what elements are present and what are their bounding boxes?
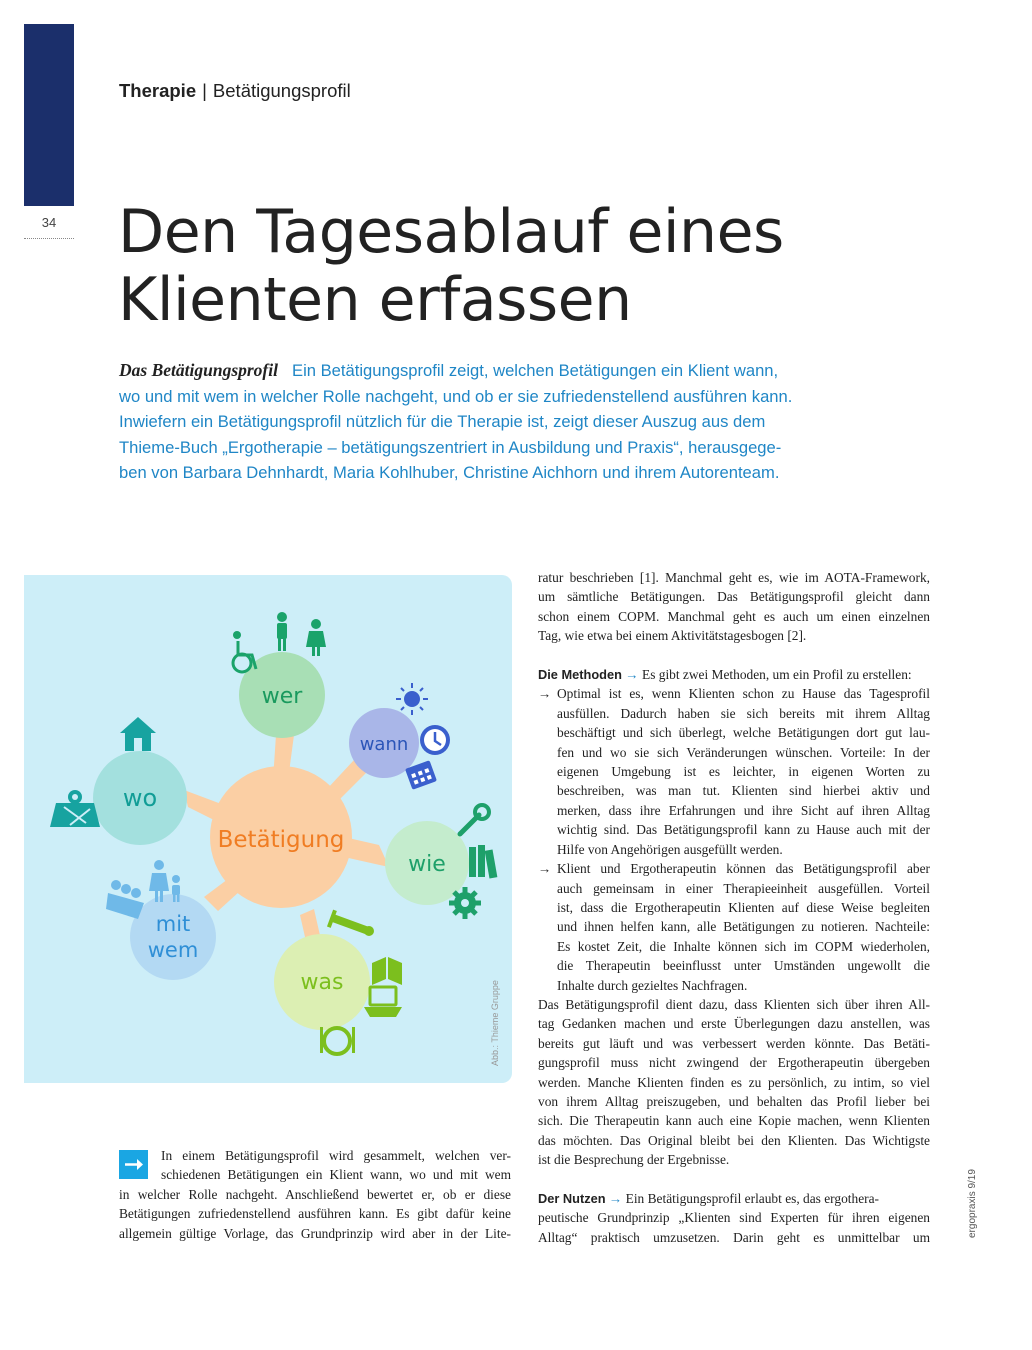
text-line: gungsprofil muss nicht zwingend der Ergotherapeutin übergeben: [538, 1055, 930, 1071]
text-line: ist die Besprechung der Ergebnisse.: [538, 1152, 730, 1168]
books-icon: [469, 845, 497, 878]
text-line: wichtig sind. Das Betätigungsprofil kann zu Hause auch mit der: [557, 822, 930, 838]
page-number: 34: [41, 215, 57, 230]
heading-arrow-icon: →: [625, 667, 639, 683]
text-line: Optimal ist es, wenn Klienten schon zu Hause das Tagesprofil: [557, 686, 930, 702]
lead-line-text: Ein Betätigungsprofil zeigt, welchen Betätigungen ein Klient wann,: [292, 361, 779, 380]
text-line: von ihrem Alltag preiszugeben, und behalten das Profil lieber bei: [538, 1093, 930, 1109]
laptop-icon: [364, 987, 402, 1017]
bed-icon: [327, 910, 374, 936]
lead-line: Thieme-Buch „Ergotherapie – betätigungszentriert in Ausbildung und Praxis“, herausgege-: [119, 437, 782, 457]
occupation-profile-figure: [24, 575, 512, 1083]
text-line: Alltag“ praktisch umzusetzen. Darin geht es unmittelbar um: [538, 1229, 930, 1245]
lead-line: [119, 358, 839, 384]
blank-line: [538, 646, 930, 665]
lead-line: ben von Barbara Dehnhardt, Maria Kohlhuber, Christine Aichhorn und ihrem Autorenteam.: [119, 463, 780, 482]
section-color-bar: [24, 24, 74, 206]
title-line-2: Klienten erfassen: [118, 265, 632, 335]
bullet-item-1: [538, 684, 930, 859]
text-line: Es kostet Zeit, die Inhalte können sich im COPM wiederholen,: [557, 938, 930, 954]
node-wem-label: wem: [147, 938, 199, 962]
bullet-arrow-icon: →: [538, 686, 552, 702]
text-line: das möchten. Das Original bleibt bei den Klienten. Das Wichtigste: [538, 1132, 930, 1148]
header-topic: Betätigungsprofil: [212, 80, 351, 101]
text-line: ist, dass die Ergotherapeutin Klienten auf diese Weise begleiten: [557, 899, 930, 915]
text-line: die Therapeutin beeinflusst unter Umständen ungewollt die: [557, 958, 930, 974]
nutzen-heading: Der Nutzen: [538, 1191, 606, 1206]
text-line: Betätigungen zufriedenstellend ausführen kann. Es gibt dafür keine: [119, 1206, 511, 1222]
node-wer-label: wer: [261, 684, 303, 709]
node-wie-label: wie: [408, 852, 446, 877]
journal-side-label: ergopraxis 9/19: [967, 1169, 978, 1238]
text-line: beschäftigt und sich überlegt, welche Betätigungen dort gut lau-: [557, 725, 930, 741]
figure-graphic: [24, 575, 512, 1083]
methods-line: [538, 665, 930, 684]
blank-line: [538, 1170, 930, 1189]
text-line: Klient und Ergotherapeutin können das Betätigungsprofil aber: [557, 861, 930, 877]
text-line: allgemein gültige Vorlage, das Grundprinzip wird aber in der Lite-: [119, 1225, 511, 1241]
running-header: [119, 80, 351, 102]
node-wann-label: wann: [359, 734, 409, 755]
text-line: und ihnen helfen kann, alle Betätigungen zu notieren. Nachteile:: [557, 919, 930, 935]
text-line: peutische Grundprinzip „Klienten sind Experten für ihren eigenen: [538, 1210, 930, 1226]
page-number-divider: [24, 238, 74, 239]
right-column-text: [538, 568, 930, 1247]
text-line: sich. Die Therapeutin kann auch eine Kopie machen, wenn Klienten: [538, 1113, 930, 1129]
sun-icon: [396, 683, 428, 715]
text-line: Das Betätigungsprofil dient dazu, dass Klienten sich über ihren All-: [538, 996, 930, 1012]
lead-kicker: Das Betätigungsprofil: [119, 360, 278, 380]
map-icon: [50, 790, 100, 827]
center-label: Betätigung: [217, 827, 345, 853]
text-line: Inhalte durch gezieltes Nachfragen.: [557, 977, 748, 993]
text-line: in welcher Rolle nachgeht. Anschließend bewertet er, ob er diese: [119, 1186, 511, 1202]
house-icon: [120, 717, 156, 751]
node-mit-label: mit: [155, 912, 191, 936]
methods-heading: Die Methoden: [538, 667, 622, 683]
text-line: werden. Manche Klienten finden es zu persönlich, zu intim, so viel: [538, 1074, 930, 1090]
methods-intro: Es gibt zwei Methoden, um ein Profil zu erstellen:: [642, 667, 912, 683]
node-mitwem: [130, 894, 216, 980]
node-wo-label: wo: [122, 784, 158, 812]
header-section: Therapie: [119, 80, 197, 101]
text-line: schon einem COPM. Manchmal geht es auch um einen einzelnen: [538, 608, 930, 624]
text-line: bereits gut läuft und was verbessert werden könnte. Das Betäti-: [538, 1035, 930, 1051]
text-line: auch gemeinsam in einer Therapieeinheit ausgefüllen. Vorteil: [557, 880, 930, 896]
text-line: beschreiben, was man tut. Klienten sind hierbei aktiv und: [557, 783, 930, 799]
text-line: tag Gedanken machen und erste Überlegungen dazu anstellen, was: [538, 1016, 930, 1032]
text-line: merken, dass ihre Erfahrungen und ihre Sicht auf ihren Alltag: [557, 802, 930, 818]
text-line: Tag, wie etwa bei einem Aktivitätstagesbogen [2].: [538, 628, 807, 644]
left-column-text: [119, 1146, 511, 1243]
people-icon: [277, 612, 326, 656]
text-line: fen und wo sie sich Veränderungen wünschen. Vorteile: In der: [557, 744, 930, 760]
article-title: [118, 198, 878, 334]
article-lead: [119, 358, 839, 486]
text-line: um sämtliche Betätigungen. Das Betätigungsprofil gleicht dann: [538, 589, 930, 605]
plate-icon: [320, 1027, 355, 1054]
wheelchair-icon-head: [233, 631, 241, 639]
group-icon: [106, 880, 144, 919]
text-line: ratur beschrieben [1]. Manchmal geht es, wie im AOTA-Framework,: [538, 570, 930, 585]
lead-line: wo und mit wem in welcher Rolle nachgeht, und ob er sie zufriedenstellend ausführen kann.: [119, 386, 793, 406]
clock-icon: [420, 725, 450, 755]
bullet-arrow-icon: →: [538, 861, 552, 877]
node-was-label: was: [300, 970, 344, 995]
title-line-1: Den Tagesablauf eines: [118, 197, 784, 267]
lead-line: Inwiefern ein Betätigungsprofil nützlich für die Therapie ist, zeigt dieser Auszug aus dem: [119, 412, 766, 431]
header-separator: |: [202, 80, 207, 101]
figure-credit: Abb.: Thieme Gruppe: [490, 980, 500, 1066]
bullet-item-2: [538, 859, 930, 995]
text-line: schiedenen Betätigungen ein Klient wann, wo und mit wem: [161, 1167, 511, 1183]
text-line: Hilfe von Angehörigen ausgefüllt werden.: [557, 841, 783, 857]
nutzen-line: [538, 1189, 930, 1208]
heading-arrow-icon: →: [608, 1191, 623, 1206]
book-icon: [372, 957, 402, 985]
nutzen-first: Ein Betätigungsprofil erlaubt es, das ergothera-: [625, 1191, 880, 1206]
wrench-icon: [460, 805, 489, 834]
text-line: eigenen Umgebung ist es leichter, in eigenen Worten zu: [557, 764, 930, 780]
text-line: In einem Betätigungsprofil wird gesammelt, welchen ver-: [161, 1148, 511, 1163]
text-line: ausfüllen. Dadurch haben sie sich bereits mit ihrem Alltag: [557, 705, 930, 721]
